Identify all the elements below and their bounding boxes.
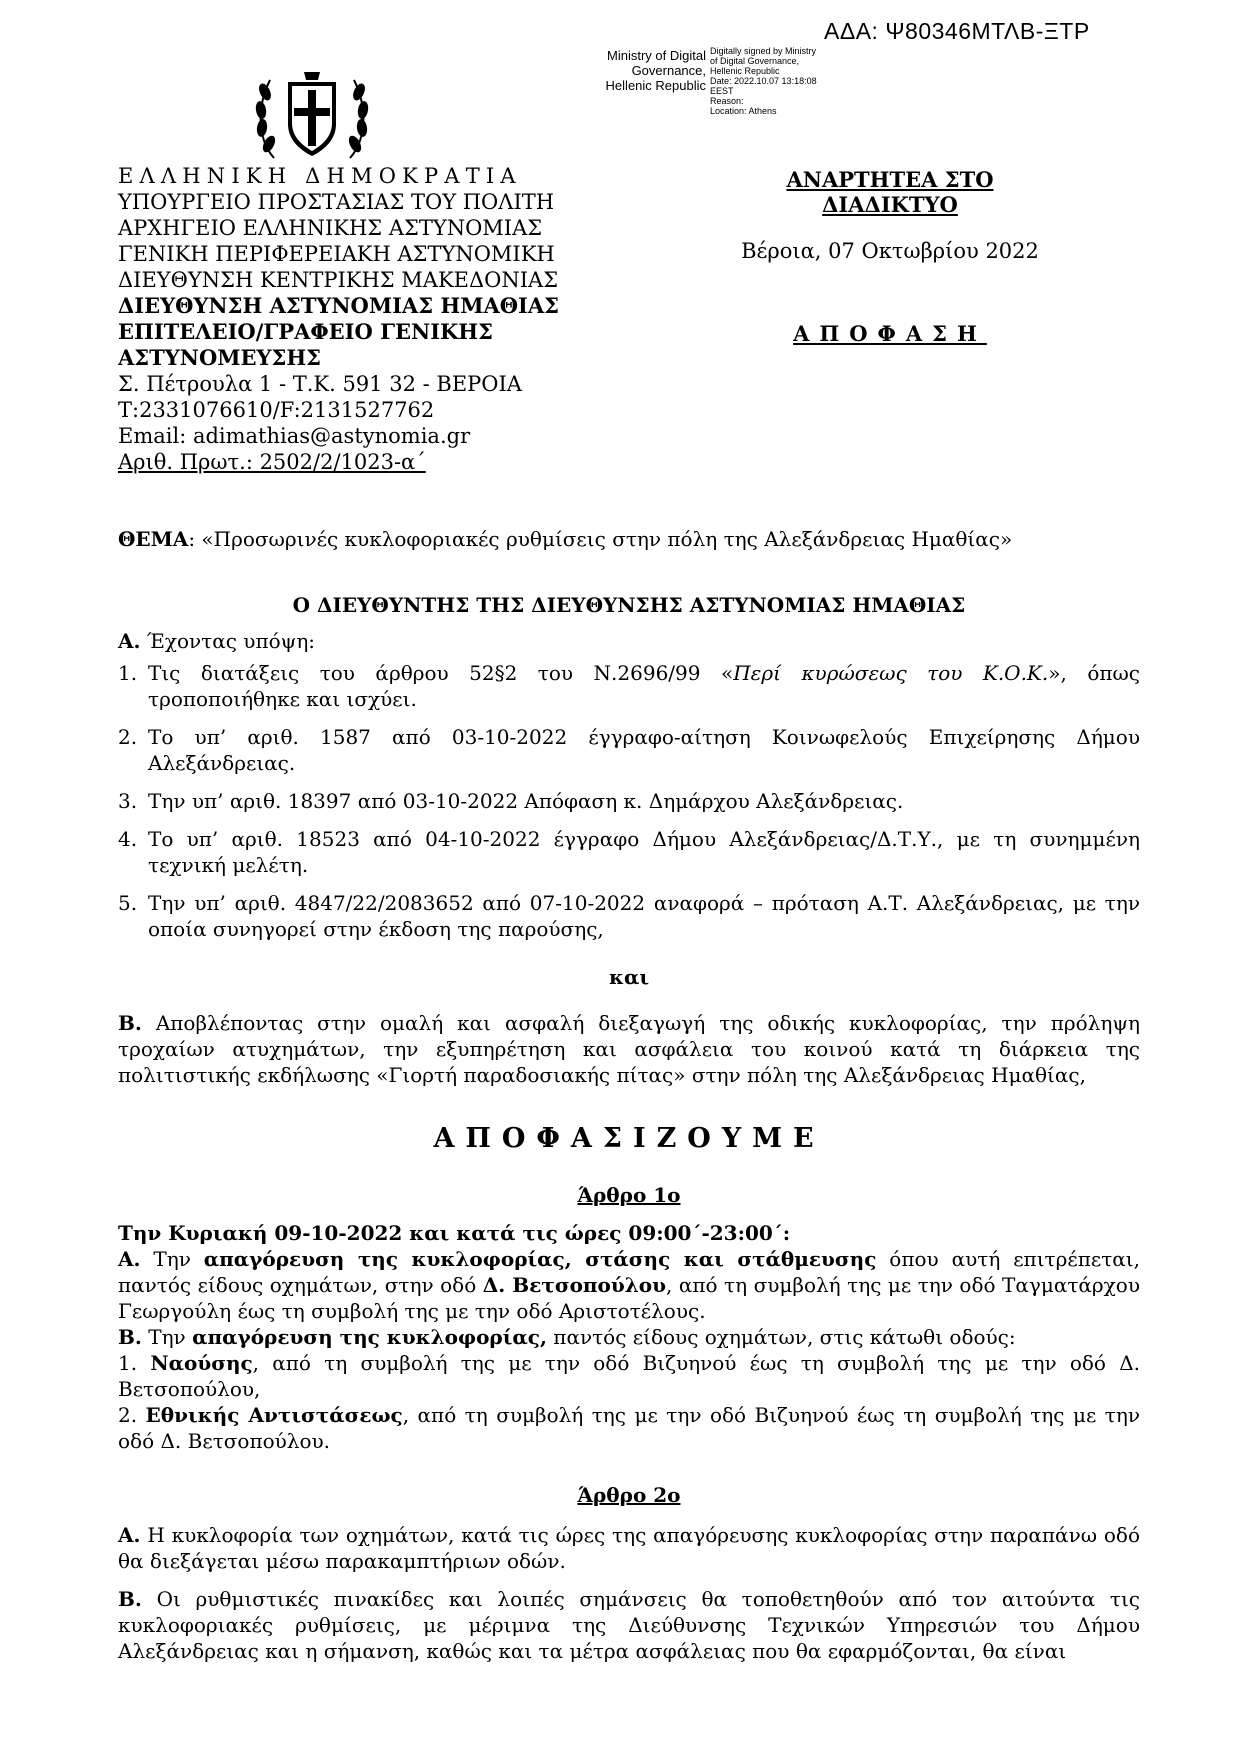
signature-detail-line: EEST (710, 86, 734, 96)
paragraph-label: Β. (118, 1587, 142, 1611)
text: , από τη συμβολή της με την οδό Βιζυηνού έως τη συμβολή της με την οδό Δ. Βετσοπούλου, (118, 1351, 1140, 1401)
street-name: Δ. Βετσοπούλου (482, 1273, 667, 1297)
general-region-line: ΓΕΝΙΚΗ ΠΕΡΙΦΕΡΕΙΑΚΗ ΑΣΤΥΝΟΜΙΚΗ (118, 242, 555, 266)
article-2-title: Άρθρο 2ο (577, 1483, 681, 1507)
signer-line: Ministry of Digital (607, 48, 706, 63)
item-number: 4. (118, 827, 138, 851)
considerations-list (118, 660, 1140, 942)
item-text: Το υπ’ αριθ. 18523 από 04-10-2022 έγγραφο Δήμου Αλεξάνδρειας/Δ.Τ.Υ., με τη συνημμένη τεχνική μελέτη. (148, 827, 1140, 877)
headquarters-line: ΑΡΧΗΓΕΙΟ ΕΛΛΗΝΙΚΗΣ ΑΣΤΥΝΟΜΙΑΣ (118, 216, 543, 240)
article-2-paragraph-a (118, 1522, 1140, 1574)
text: όπου αυτή επιτρέπεται, παντός είδους οχημάτων, στην οδό (118, 1247, 1140, 1297)
section-b-paragraph (118, 1010, 1140, 1088)
item-number: 3. (118, 789, 138, 813)
office-line-2: ΑΣΤΥΝΟΜΕΥΣΗΣ (118, 345, 322, 370)
text: Την (140, 1247, 204, 1271)
article-1-title: Άρθρο 1ο (577, 1183, 681, 1207)
item-number: 1. (118, 661, 138, 685)
text: Την (141, 1325, 193, 1349)
text: , από τη συμβολή της με την οδό Βιζυηνού έως τη συμβολή της με την οδό Δ. Βετσοπούλου. (118, 1403, 1140, 1453)
city-date: Βέροια, 07 Οκτωβρίου 2022 (741, 239, 1039, 263)
signature-detail-line: of Digital Governance, (710, 56, 800, 66)
paragraph-label: Α. (118, 1247, 141, 1271)
ministry-line: ΥΠΟΥΡΓΕΙΟ ΠΡΟΣΤΑΣΙΑΣ ΤΟΥ ΠΟΛΙΤΗ (118, 190, 555, 214)
protocol-number: Αριθ. Πρωτ.: 2502/2/1023-α΄ (118, 450, 426, 474)
signature-detail-line: Date: 2022.10.07 13:18:08 (710, 76, 817, 86)
item-text: Την υπ’ αριθ. 18397 από 03-10-2022 Απόφαση κ. Δημάρχου Αλεξάνδρειας. (148, 789, 904, 813)
section-b-text: Αποβλέποντας στην ομαλή και ασφαλή διεξαγωγή της οδικής κυκλοφορίας, την πρόληψη τροχαίων ατυχημάτων, την εξυπηρέτηση και ασφάλεια του κοινού κατά τη διάρκεια της πολιτιστικής εκδήλωσης «Γιορτή παραδοσιακής πίτας» στην πόλη της Αλεξάνδρειας Ημαθίας, (118, 1011, 1140, 1087)
text: παντός είδους οχημάτων, στις κάτωθι οδούς: (546, 1325, 1016, 1349)
signature-detail-line: Reason: (710, 96, 744, 106)
email-line: Email: adimathias@astynomia.gr (118, 424, 471, 448)
item-number: 2. (118, 1403, 146, 1427)
list-item (118, 788, 1140, 814)
publish-online-notice: ΑΝΑΡΤΗΤΕΑ ΣΤΟ ΔΙΑΔΙΚΤΥΟ (786, 167, 994, 217)
section-b-label: Β. (118, 1011, 142, 1035)
subject-text: : «Προσωρινές κυκλοφοριακές ρυθμίσεις στην πόλη της Αλεξάνδρειας Ημαθίας» (188, 527, 1013, 551)
article-1-paragraph-b (118, 1324, 1140, 1350)
digital-signature-details (710, 46, 817, 116)
item-text: Το υπ’ αριθ. 1587 από 03-10-2022 έγγραφο-αίτηση Κοινωφελούς Επιχείρησης Δήμου Αλεξάνδρειας. (148, 725, 1140, 775)
article-2-paragraph-b (118, 1586, 1140, 1664)
director-title: Ο ΔΙΕΥΘΥΝΤΗΣ ΤΗΣ ΔΙΕΥΘΥΝΣΗΣ ΑΣΤΥΝΟΜΙΑΣ ΗΜΑΘΙΑΣ (292, 593, 966, 617)
ada-code: ΑΔΑ: Ψ80346ΜΤΛΒ-ΞΤΡ (824, 18, 1090, 44)
article-1-street-2 (118, 1402, 1140, 1454)
phone-line: Τ:2331076610/F:2131527762 (118, 398, 435, 422)
item-number: 5. (118, 891, 138, 915)
digital-signature-signer (584, 48, 706, 93)
police-directorate-line: ΔΙΕΥΘΥΝΣΗ ΑΣΤΥΝΟΜΙΑΣ ΗΜΑΘΙΑΣ (118, 293, 559, 318)
list-item (118, 724, 1140, 776)
issuer-header (118, 163, 559, 475)
item-text-end: », όπως τροποποιήθηκε και ισχύει. (148, 661, 1141, 711)
signer-line: Hellenic Republic (605, 78, 706, 93)
item-number: 2. (118, 725, 138, 749)
conjunction-and: και (608, 965, 650, 989)
section-a-intro (118, 628, 1140, 654)
decision-title: ΑΠΟΦΑΣΙΖΟΥΜΕ (433, 1123, 825, 1154)
section-a-label: Α. (118, 629, 141, 653)
signer-line: Governance, (631, 63, 706, 78)
address-line: Σ. Πέτρουλα 1 - Τ.Κ. 591 32 - ΒΕΡΟΙΑ (118, 372, 522, 396)
list-item (118, 660, 1140, 712)
item-text: Τις διατάξεις του άρθρου 52§2 του Ν.2696/99 « (148, 661, 734, 685)
list-item (118, 826, 1140, 878)
republic-line: ΕΛΛΗΝΙΚΗ ΔΗΜΟΚΡΑΤΙΑ (118, 164, 522, 188)
office-line-1: ΕΠΙΤΕΛΕΙΟ/ΓΡΑΦΕΙΟ ΓΕΝΙΚΗΣ (118, 319, 493, 344)
signature-detail-line: Location: Athens (710, 106, 777, 116)
emphasis: απαγόρευση της κυκλοφορίας, στάσης και στάθμευσης (203, 1247, 877, 1271)
signature-detail-line: Hellenic Republic (710, 66, 780, 76)
item-text: Την υπ’ αριθ. 4847/22/2083652 από 07-10-2022 αναφορά – πρόταση Α.Τ. Αλεξάνδρειας, με την οποία συνηγορεί στην έκδοση της παρούσης, (148, 891, 1140, 941)
emphasis: απαγόρευση της κυκλοφορίας, (192, 1325, 547, 1349)
paragraph-label: Β. (118, 1325, 142, 1349)
street-name: Ναούσης (150, 1351, 253, 1375)
section-a-text: Έχοντας υπόψη: (140, 629, 316, 653)
text: Η κυκλοφορία των οχημάτων, κατά τις ώρες της απαγόρευσης κυκλοφορίας στην παραπάνω οδό θα διεξάγεται μέσω παρακαμπτήριων οδών. (118, 1523, 1140, 1573)
subject-label: ΘΕΜΑ (118, 527, 189, 551)
hellenic-republic-emblem-icon (252, 62, 372, 164)
decision-heading: ΑΠΟΦΑΣΗ (793, 321, 987, 346)
item-number: 1. (118, 1351, 151, 1375)
article-1-street-1 (118, 1350, 1140, 1402)
text: Οι ρυθμιστικές πινακίδες και λοιπές σημάνσεις θα τοποθετηθούν από τον αιτούντα τις κυκλοφοριακές ρυθμίσεις, με μέριμνα της Διεύθυνσης Τεχνικών Υπηρεσιών του Δήμου Αλεξάνδρειας και η σήμανση, καθώς και τα μέτρα ασφάλειας που θα εφαρμόζονται, θα είναι (118, 1587, 1140, 1663)
paragraph-label: Α. (118, 1523, 141, 1547)
document-meta (720, 167, 1060, 346)
document-body (118, 592, 1140, 1664)
list-item (118, 890, 1140, 942)
signature-detail-line: Digitally signed by Ministry (710, 46, 817, 56)
directorate-line: ΔΙΕΥΘΥΝΣΗ ΚΕΝΤΡΙΚΗΣ ΜΑΚΕΔΟΝΙΑΣ (118, 268, 559, 292)
street-name: Εθνικής Αντιστάσεως (145, 1403, 403, 1427)
item-italic: Περί κυρώσεως του Κ.Ο.Κ. (733, 661, 1049, 685)
subject-line (118, 527, 1012, 551)
article-1-paragraph-a (118, 1246, 1140, 1324)
article-1-when: Την Κυριακή 09-10-2022 και κατά τις ώρες 09:00΄-23:00΄: (118, 1221, 791, 1245)
text: , από τη συμβολή της με την οδό Ταγματάρχου Γεωργούλη έως τη συμβολή της με την οδό Αριστοτέλους. (118, 1273, 1140, 1323)
